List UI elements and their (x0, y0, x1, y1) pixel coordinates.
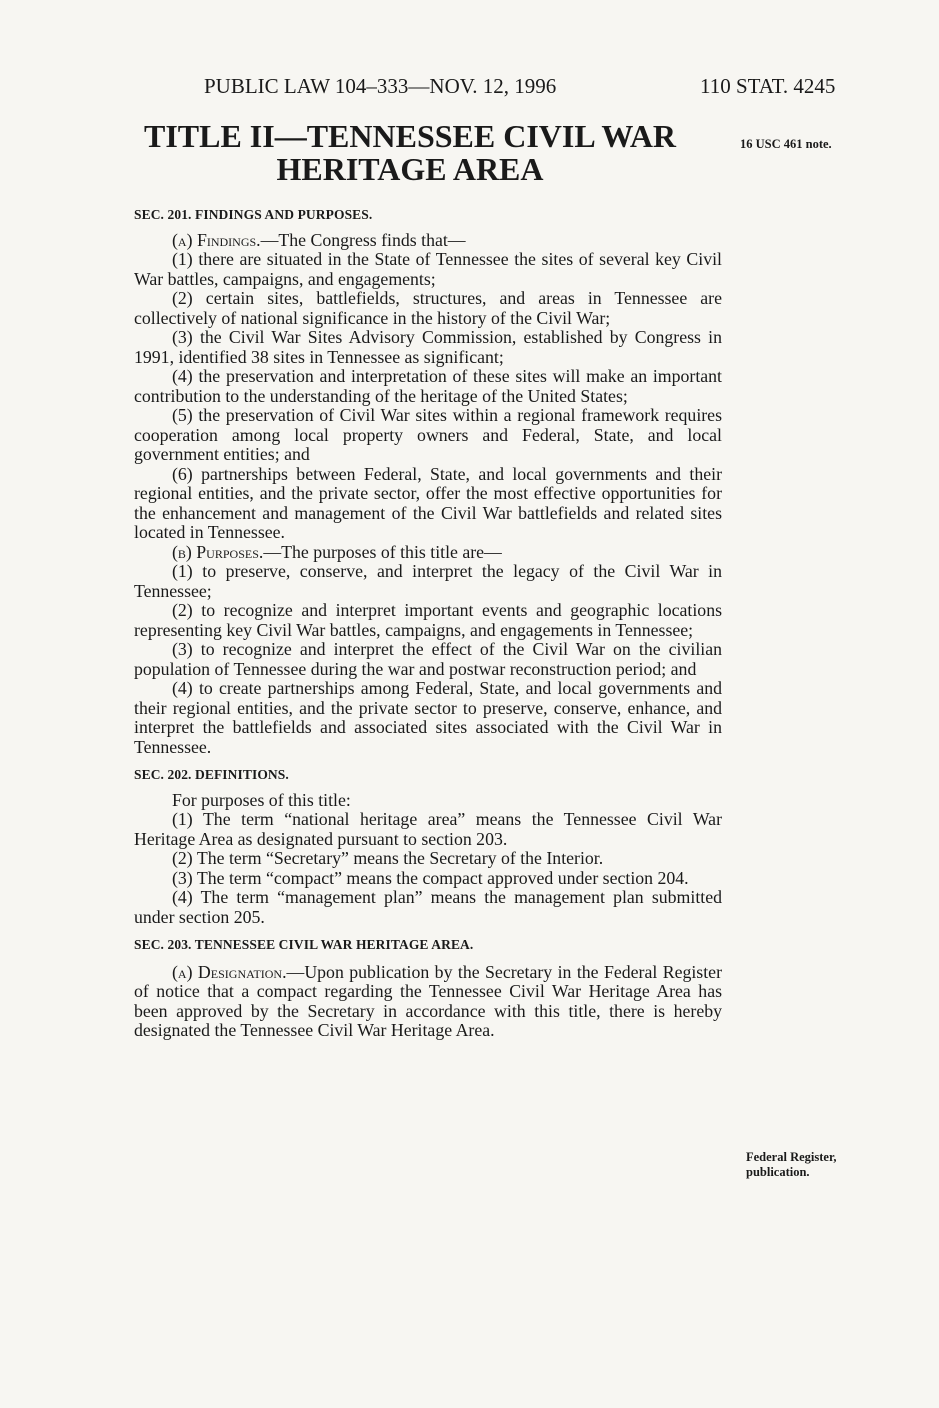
header-public-law: PUBLIC LAW 104–333—NOV. 12, 1996 (204, 74, 557, 98)
section-201-heading: SEC. 201. FINDINGS AND PURPOSES. (134, 207, 373, 222)
subsection-a-findings (134, 231, 722, 251)
finding-item: (3) the Civil War Sites Advisory Commission, established by Congress in 1991, identified 38 sites in Tennessee as significant; (134, 327, 722, 367)
purpose-item: (1) to preserve, conserve, and interpret the legacy of the Civil War in Tennessee; (134, 561, 722, 601)
purpose-item: (3) to recognize and interpret the effect of the Civil War on the civilian population of Tennessee during the war and postwar reconstruction period; and (134, 639, 722, 679)
designation-label: (a) Designation. (172, 961, 287, 982)
designation-text: —Upon publication by the Secretary in the Federal Register of notice that a compact regarding the Tennessee Civil War Heritage Area has been approved by the Secretary in accordance with this title, there is hereby designated the Tennessee Civil War Heritage Area. (134, 961, 722, 1040)
definition-item: (3) The term “compact” means the compact approved under section 204. (172, 867, 689, 888)
margin-note-federal-register-line-2: publication. (746, 1165, 810, 1179)
subsection-a-label: (a) Findings. (172, 229, 261, 250)
subsection-b-purposes (134, 543, 722, 563)
definition-item: (2) The term “Secretary” means the Secretary of the Interior. (172, 848, 604, 868)
subsection-a-designation (134, 963, 722, 1041)
section-202-heading: SEC. 202. DEFINITIONS. (134, 767, 289, 782)
section-201 (134, 205, 722, 1041)
finding-item: (2) certain sites, battlefields, structures, and areas in Tennessee are collectively of national significance in the history of the Civil War; (134, 288, 722, 328)
margin-note-federal-register-line-1: Federal Register, (746, 1150, 837, 1164)
title-line-1: TITLE II—TENNESSEE CIVIL WAR (143, 118, 677, 154)
finding-item: (5) the preservation of Civil War sites within a regional framework requires cooperation among local property owners and Federal, State, and local government entities; and (134, 405, 722, 464)
header-statute-page: 110 STAT. 4245 (700, 74, 836, 98)
purpose-item: (2) to recognize and interpret important events and geographic locations representing key Civil War battles, campaigns, and engagements in Tennessee; (134, 600, 722, 640)
title-heading (120, 120, 700, 186)
subsection-b-text: —The purposes of this title are— (263, 541, 502, 562)
purpose-item: (4) to create partnerships among Federal, State, and local governments and their regional entities, and the private sector to preserve, conserve, enhance, and interpret the battlefields and associated sites associated with the Civil War in Tennessee. (134, 678, 722, 757)
definition-item: (1) The term “national heritage area” means the Tennessee Civil War Heritage Area as designated pursuant to section 203. (134, 809, 722, 849)
subsection-a-text: —The Congress finds that— (260, 229, 466, 250)
definition-item: (4) The term “management plan” means the management plan submitted under section 205. (134, 887, 722, 927)
finding-item: (6) partnerships between Federal, State, and local governments and their regional entities, and the private sector, offer the most effective opportunities for the enhancement and management of the Civil War battlefields and related sites located in Tennessee. (134, 463, 722, 542)
definitions-intro: For purposes of this title: (172, 789, 351, 810)
finding-item: (1) there are situated in the State of Tennessee the sites of several key Civil War battles, campaigns, and engagements; (134, 249, 722, 289)
margin-note-usc: 16 USC 461 note. (740, 137, 832, 151)
finding-item: (4) the preservation and interpretation of these sites will make an important contribution to the understanding of the heritage of the United States; (134, 366, 722, 406)
subsection-b-label: (b) Purposes. (172, 541, 264, 562)
margin-note-federal-register (746, 1150, 836, 1180)
title-line-2: HERITAGE AREA (276, 151, 544, 187)
section-203-heading: SEC. 203. TENNESSEE CIVIL WAR HERITAGE AREA. (134, 937, 474, 952)
